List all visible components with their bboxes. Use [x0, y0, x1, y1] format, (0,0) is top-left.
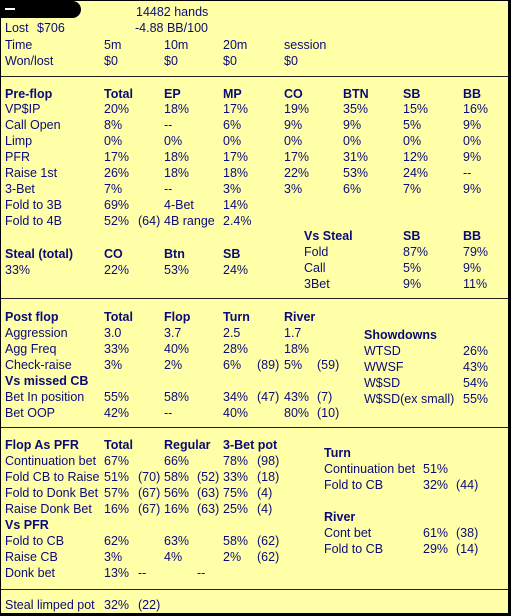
preflop-header-total: Total	[104, 87, 133, 101]
stat-value: 67%	[104, 454, 130, 468]
stat-value: 17%	[104, 150, 130, 164]
stat-value: 0%	[463, 134, 482, 148]
stat-value: 55%	[463, 392, 489, 406]
steal-header-sb: SB	[223, 247, 241, 261]
stat-count: (4)	[257, 502, 273, 516]
stat-value: 2.5	[223, 326, 241, 340]
period-session: session	[284, 38, 327, 52]
stat-label: Fold to CB	[324, 542, 384, 556]
fold-to-4b-count: (64)	[138, 214, 161, 228]
stat-label: Bet In position	[5, 390, 85, 404]
stat-value: 3.0	[104, 326, 122, 340]
fold-to-3b-value: 69%	[104, 198, 130, 212]
stat-label: Fold	[304, 245, 329, 259]
section-divider	[1, 76, 509, 77]
preflop-header-mp: MP	[223, 87, 242, 101]
turn-title: Turn	[324, 446, 351, 460]
stat-value: 7%	[104, 182, 123, 196]
stat-value: 58%	[223, 534, 249, 548]
stat-value: 4%	[164, 550, 183, 564]
postflop-title: Post flop	[5, 310, 59, 324]
stat-count: (67)	[138, 502, 161, 516]
river-title: River	[324, 510, 356, 524]
stat-value: 51%	[423, 462, 449, 476]
wonlost-10m: $0	[164, 54, 178, 68]
stat-value: 3%	[223, 182, 242, 196]
stat-value: 17%	[284, 150, 310, 164]
missed-cb-title: Vs missed CB	[5, 374, 89, 388]
stat-value: 35%	[343, 102, 369, 116]
stat-value: 6%	[223, 118, 242, 132]
stat-label: Raise 1st	[5, 166, 58, 180]
steal-limped-count: (22)	[138, 598, 161, 612]
stat-label: Bet OOP	[5, 406, 56, 420]
stat-count: (14)	[456, 542, 479, 556]
flop-pfr-header-total: Total	[104, 438, 133, 452]
stat-value: 17%	[223, 150, 249, 164]
stat-value: 3%	[284, 182, 303, 196]
stat-label: Fold to CB	[324, 478, 384, 492]
fold-to-3b-label: Fold to 3B	[5, 198, 62, 212]
stat-value: 9%	[403, 277, 422, 291]
stat-value: 9%	[463, 261, 482, 275]
stat-label: Raise Donk Bet	[5, 502, 92, 516]
postflop-header-total: Total	[104, 310, 133, 324]
stat-value: 34%	[223, 390, 249, 404]
stat-value: 33%	[223, 470, 249, 484]
stat-value: 18%	[164, 150, 190, 164]
stat-count: (4)	[257, 486, 273, 500]
stat-value: 28%	[223, 342, 249, 356]
stat-value: 8%	[104, 118, 123, 132]
stat-value: 66%	[164, 454, 190, 468]
stat-value: 32%	[423, 478, 449, 492]
stat-value: 0%	[164, 134, 183, 148]
stat-value: 0%	[284, 134, 303, 148]
stat-value: 5%	[284, 358, 303, 372]
stat-count: (10)	[317, 406, 340, 420]
stat-value: 18%	[223, 166, 249, 180]
stat-value: 40%	[223, 406, 249, 420]
preflop-title: Pre-flop	[5, 87, 53, 101]
stat-value: --	[138, 566, 147, 580]
stat-value: 33%	[104, 342, 130, 356]
stat-value: 17%	[223, 102, 249, 116]
stat-value: 79%	[463, 245, 489, 259]
four-bet-value: 14%	[223, 198, 249, 212]
stat-value: 80%	[284, 406, 310, 420]
stat-value: 22%	[104, 263, 130, 277]
stat-count: (62)	[257, 534, 280, 548]
postflop-header-turn: Turn	[223, 310, 250, 324]
stat-label: Continuation bet	[324, 462, 416, 476]
stat-label: Fold CB to Raise	[5, 470, 100, 484]
stat-label: Fold to CB	[5, 534, 65, 548]
stat-value: 0%	[223, 134, 242, 148]
stat-value: 19%	[284, 102, 310, 116]
stat-value: 16%	[104, 502, 130, 516]
postflop-header-river: River	[284, 310, 316, 324]
stat-label: Check-raise	[5, 358, 72, 372]
stat-count: (98)	[257, 454, 280, 468]
bb-per-100: -4.88 BB/100	[135, 21, 208, 35]
preflop-header-btn: BTN	[343, 87, 369, 101]
stat-value: 13%	[104, 566, 130, 580]
stat-value: 53%	[164, 263, 190, 277]
flop-pfr-header-3bet: 3-Bet pot	[223, 438, 278, 452]
stat-count: (18)	[257, 470, 280, 484]
stat-label: Cont bet	[324, 526, 372, 540]
section-divider	[1, 298, 509, 299]
stat-value: 87%	[403, 245, 429, 259]
stat-label: Agg Freq	[5, 342, 57, 356]
stat-label: Limp	[5, 134, 33, 148]
stat-value: --	[164, 182, 173, 196]
stat-count: (63)	[197, 502, 220, 516]
stat-count: (38)	[456, 526, 479, 540]
vs-steal-header-sb: SB	[403, 229, 421, 243]
vs-steal-header-bb: BB	[463, 229, 482, 243]
preflop-header-sb: SB	[403, 87, 421, 101]
fold-to-4b-value: 52%	[104, 214, 130, 228]
stat-value: --	[463, 166, 472, 180]
stat-value: 11%	[463, 277, 488, 291]
stat-value: 61%	[423, 526, 449, 540]
stat-value: 0%	[403, 134, 422, 148]
stat-value: --	[164, 118, 173, 132]
stat-value: 6%	[343, 182, 362, 196]
stat-value: 3.7	[164, 326, 182, 340]
steal-title: Steal (total)	[5, 247, 74, 261]
wonlost-session: $0	[284, 54, 298, 68]
stat-value: 29%	[423, 542, 449, 556]
stat-value: 9%	[463, 182, 482, 196]
stat-value: 3%	[104, 550, 123, 564]
stat-value: 25%	[223, 502, 249, 516]
stat-value: 58%	[164, 470, 190, 484]
stat-value: 55%	[104, 390, 130, 404]
postflop-header-flop: Flop	[164, 310, 191, 324]
stat-value: 62%	[104, 534, 130, 548]
stat-value: 16%	[463, 102, 489, 116]
stat-count: (62)	[257, 550, 280, 564]
time-label: Time	[5, 38, 33, 52]
stat-count: (47)	[257, 390, 280, 404]
stat-value: 1.7	[284, 326, 302, 340]
stat-label: WWSF	[364, 360, 404, 374]
stat-value: 16%	[164, 502, 190, 516]
stat-value: 57%	[104, 486, 130, 500]
stat-value: 24%	[223, 263, 249, 277]
steal-header-btn: Btn	[164, 247, 185, 261]
stat-value: 2%	[164, 358, 183, 372]
showdowns-title: Showdowns	[364, 328, 437, 342]
stat-value: 15%	[403, 102, 429, 116]
wonlost-5m: $0	[104, 54, 118, 68]
four-bet-label: 4-Bet	[164, 198, 194, 212]
stat-value: 0%	[343, 134, 362, 148]
period-20m: 20m	[223, 38, 248, 52]
flop-pfr-title: Flop As PFR	[5, 438, 79, 452]
stat-value: 18%	[164, 102, 190, 116]
stat-count: (70)	[138, 470, 161, 484]
stat-label: VP$IP	[5, 102, 41, 116]
hands-count: 14482 hands	[136, 5, 209, 19]
stat-value: --	[164, 406, 173, 420]
stat-value: 58%	[164, 390, 190, 404]
stat-value: 12%	[403, 150, 429, 164]
wonlost-20m: $0	[223, 54, 237, 68]
stat-value: 56%	[164, 486, 190, 500]
lost-value: $706	[37, 21, 65, 35]
stat-count: (7)	[317, 390, 333, 404]
stat-value: --	[197, 566, 206, 580]
stat-value: 40%	[164, 342, 190, 356]
flop-pfr-header-regular: Regular	[164, 438, 211, 452]
stat-value: 9%	[284, 118, 303, 132]
steal-limped-label: Steal limped pot	[5, 598, 95, 612]
stat-value: 43%	[463, 360, 489, 374]
stat-value: 78%	[223, 454, 249, 468]
preflop-header-bb: BB	[463, 87, 482, 101]
stat-label: 3-Bet	[5, 182, 35, 196]
stat-value: 9%	[463, 118, 482, 132]
stat-value: 9%	[463, 150, 482, 164]
stat-value: 31%	[343, 150, 369, 164]
stat-label: W$SD(ex small)	[364, 392, 455, 406]
period-5m: 5m	[104, 38, 122, 52]
stat-value: 42%	[104, 406, 130, 420]
stat-label: Continuation bet	[5, 454, 97, 468]
stat-value: 43%	[284, 390, 310, 404]
wonlost-label: Won/lost	[5, 54, 54, 68]
stat-value: 51%	[104, 470, 130, 484]
stat-value: 22%	[284, 166, 310, 180]
stat-value: 3%	[104, 358, 123, 372]
fold-to-4b-label: Fold to 4B	[5, 214, 62, 228]
stat-value: 24%	[403, 166, 429, 180]
stat-label: WTSD	[364, 344, 401, 358]
stat-value: 0%	[104, 134, 123, 148]
stat-value: 2%	[223, 550, 242, 564]
preflop-header-ep: EP	[164, 87, 181, 101]
stat-label: PFR	[5, 150, 30, 164]
stat-value: 54%	[463, 376, 489, 390]
stat-label: Donk bet	[5, 566, 56, 580]
steal-header-co: CO	[104, 247, 123, 261]
stat-value: 63%	[164, 534, 190, 548]
stat-value: 18%	[164, 166, 190, 180]
stat-value: 26%	[463, 344, 489, 358]
stat-label: Call	[304, 261, 326, 275]
stat-count: (59)	[317, 358, 340, 372]
period-10m: 10m	[164, 38, 189, 52]
lost-label: Lost	[5, 21, 29, 35]
stat-label: Raise CB	[5, 550, 58, 564]
section-divider	[1, 427, 509, 428]
steal-total-value: 33%	[5, 263, 31, 277]
stat-value: 9%	[343, 118, 362, 132]
four-bet-range-label: 4B range	[164, 214, 215, 228]
stat-label: W$SD	[364, 376, 401, 390]
stat-value: 7%	[403, 182, 422, 196]
preflop-header-co: CO	[284, 87, 303, 101]
stat-value: 6%	[223, 358, 242, 372]
stat-count: (44)	[456, 478, 479, 492]
stat-count: (63)	[197, 486, 220, 500]
stat-value: 53%	[343, 166, 369, 180]
stat-value: 18%	[284, 342, 310, 356]
stat-count: (52)	[197, 470, 220, 484]
vs-pfr-title: Vs PFR	[5, 518, 49, 532]
four-bet-range-value: 2.4%	[223, 214, 252, 228]
stat-count: (89)	[257, 358, 280, 372]
stat-value: 20%	[104, 102, 130, 116]
vs-steal-title: Vs Steal	[304, 229, 353, 243]
stat-label: Aggression	[5, 326, 68, 340]
stat-value: 75%	[223, 486, 249, 500]
stat-label: 3Bet	[304, 277, 330, 291]
section-divider	[1, 589, 509, 590]
stat-value: 26%	[104, 166, 130, 180]
stat-count: (67)	[138, 486, 161, 500]
stat-label: Fold to Donk Bet	[5, 486, 99, 500]
stat-value: 5%	[403, 261, 422, 275]
stat-value: 5%	[403, 118, 422, 132]
redacted-player-name	[1, 1, 81, 18]
stat-label: Call Open	[5, 118, 61, 132]
steal-limped-value: 32%	[104, 598, 130, 612]
